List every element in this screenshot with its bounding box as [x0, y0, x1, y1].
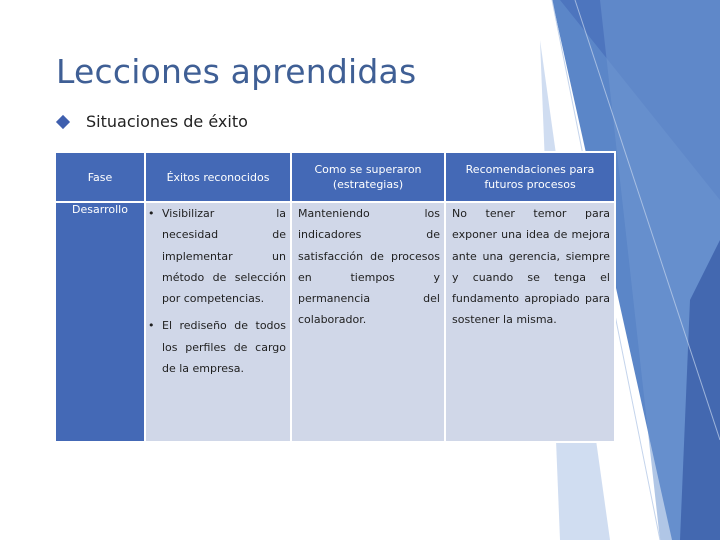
cell-recomendaciones [445, 202, 615, 442]
header-recomendaciones-text: Recomendaciones para futuros procesos [465, 163, 595, 191]
list-bullet-icon: • [148, 207, 155, 220]
header-exitos: Éxitos reconocidos [145, 152, 291, 202]
exito-text-1: Visibilizar la necesidad de implementar un método de selección por competencias. [162, 207, 286, 306]
bullet-text: Situaciones de éxito [86, 112, 248, 131]
table-header-row [55, 152, 615, 202]
cell-estrategias [291, 202, 445, 442]
bullet-item [58, 112, 248, 131]
cell-exitos [145, 202, 291, 442]
estrategias-text: Manteniendo los indicadores de satisfacción de procesos en tiempos y permanencia del colaborador. [298, 207, 440, 327]
list-bullet-icon: • [148, 319, 155, 333]
cell-fase: Desarrollo [55, 202, 145, 442]
header-estrategias [291, 152, 445, 202]
lessons-table [54, 151, 616, 443]
header-fase: Fase [55, 152, 145, 202]
header-estrategias-text: Como se superaron (estrategias) [314, 163, 422, 191]
table-row [55, 202, 615, 442]
header-recomendaciones [445, 152, 615, 202]
list-item [148, 315, 286, 379]
list-item [148, 203, 286, 309]
exito-text-2: El rediseño de todos los perfiles de cargo de la empresa. [162, 319, 286, 376]
diamond-bullet-icon [56, 114, 70, 128]
slide-title: Lecciones aprendidas [56, 52, 417, 91]
recomendaciones-text: No tener temor para exponer una idea de mejora ante una gerencia, siempre y cuando se tenga el fundamento apropiado para sostener la misma. [452, 207, 610, 327]
